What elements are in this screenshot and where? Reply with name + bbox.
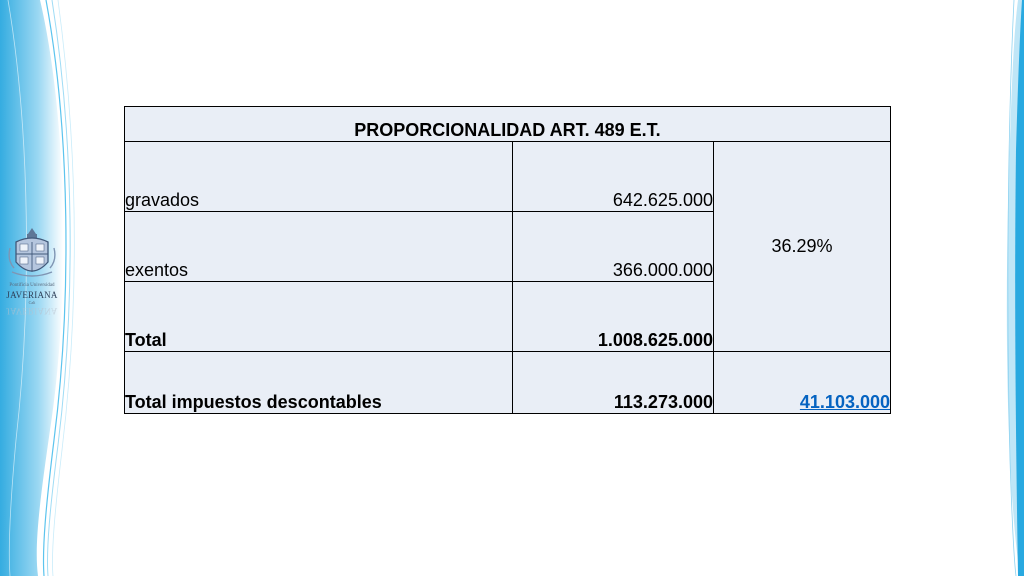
table-row — [125, 142, 891, 212]
row-label-impuestos: Total impuestos descontables — [125, 352, 513, 414]
logo-text-city: Cali — [28, 300, 36, 305]
row-value-exentos: 366.000.000 — [513, 212, 714, 282]
right-edge-decoration — [994, 0, 1024, 576]
result-cell — [714, 352, 891, 414]
percentage-cell: 36.29% — [714, 142, 891, 352]
university-logo — [2, 226, 62, 321]
row-value-impuestos: 113.273.000 — [513, 352, 714, 414]
logo-text-name: JAVERIANA — [6, 290, 58, 300]
row-label-exentos: exentos — [125, 212, 513, 282]
row-label-total: Total — [125, 282, 513, 352]
logo-reflection: JAVERIANA — [6, 306, 58, 316]
row-value-gravados: 642.625.000 — [513, 142, 714, 212]
logo-text-line1: Pontificia Universidad — [9, 283, 55, 288]
crest-icon — [6, 226, 58, 282]
table-title: PROPORCIONALIDAD ART. 489 E.T. — [125, 107, 891, 142]
table-header-row — [125, 107, 891, 142]
result-link[interactable]: 41.103.000 — [799, 392, 890, 412]
table-row — [125, 352, 891, 414]
row-value-total: 1.008.625.000 — [513, 282, 714, 352]
proportionality-table — [124, 106, 891, 414]
row-label-gravados: gravados — [125, 142, 513, 212]
